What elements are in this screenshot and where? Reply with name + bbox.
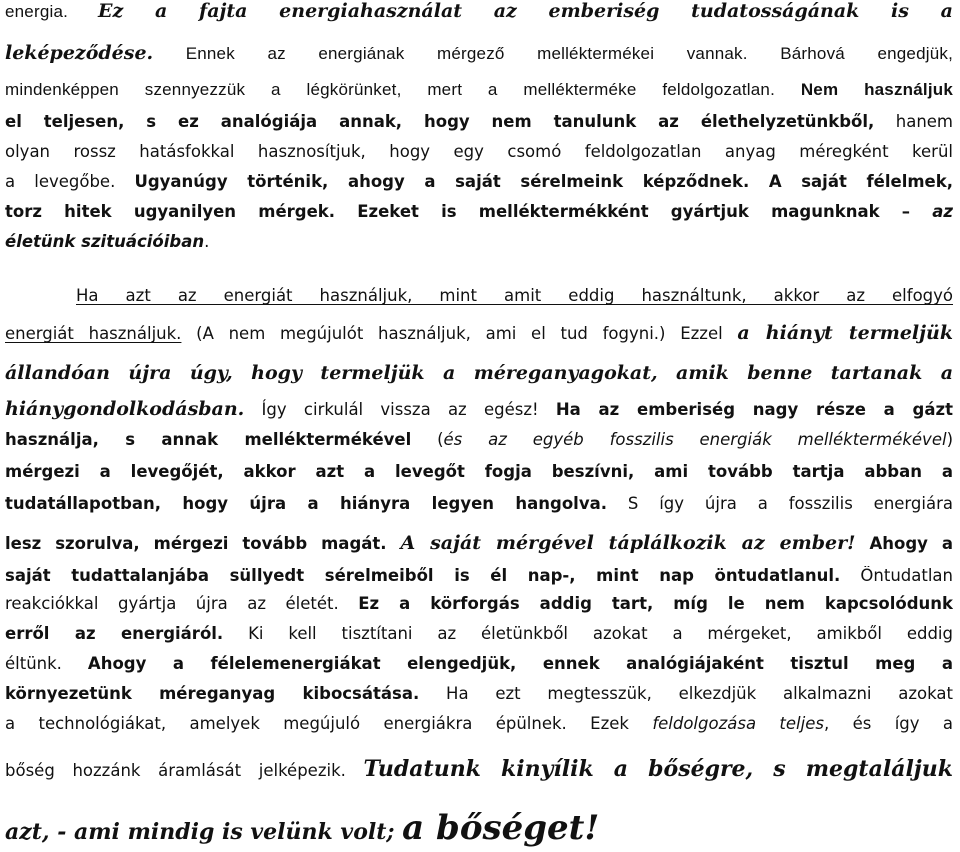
bold-italic-run: az	[932, 202, 953, 221]
bold-run: Ez a körforgás addig tart, míg le nem kapcsolódunk	[358, 594, 953, 613]
text-run: Öntudatlan	[840, 566, 953, 585]
emphasis-run: Ez a fajta energiahasználat az emberiség tudatosságának is a	[98, 0, 953, 22]
text-line	[5, 142, 953, 162]
bold-run: torz hitek ugyanilyen mérgek. Ezeket is melléktermékként gyártjuk magunknak –	[5, 202, 933, 221]
text-line	[5, 756, 953, 782]
text-line	[5, 684, 953, 704]
bold-run: Ugyanúgy történik, ahogy a saját sérelmeink képződnek. A saját félelmek,	[134, 172, 953, 191]
italic-run: feldolgozása teljes	[652, 714, 824, 733]
emphasis-run: Tudatunk kinyílik a bőségre, s megtaláljuk	[363, 756, 953, 782]
italic-run: és az egyéb fosszilis energiák melléktermékével	[443, 430, 947, 449]
text-line	[5, 532, 953, 554]
text-line	[5, 654, 953, 674]
text-line	[5, 172, 953, 192]
text-line	[5, 202, 953, 222]
text-line	[5, 322, 953, 344]
emphasis-run: hiánygondolkodásban.	[5, 398, 245, 420]
text-line	[5, 0, 953, 22]
text-line	[76, 286, 953, 306]
emphasis-run: A saját mérgével táplálkozik az ember!	[400, 532, 856, 554]
text-run: Így cirkulál vissza az egész!	[244, 400, 556, 419]
bold-run: Nem használjuk	[800, 80, 953, 99]
bold-run: használja, s annak melléktermékével	[5, 430, 412, 449]
bold-italic-run: életünk szituációiban	[5, 232, 205, 251]
text-line	[5, 430, 953, 450]
bold-run: saját tudattalanjába süllyedt sérelmeiből is él nap-, mint nap öntudatlanul.	[5, 566, 841, 585]
text-run: S így újra a fosszilis energiára	[606, 494, 953, 513]
underlined-run: energiát használjuk.	[5, 324, 182, 343]
emphasis-run: leképeződése.	[5, 42, 154, 64]
text-run: a levegőbe.	[5, 172, 135, 191]
text-line	[5, 462, 953, 482]
text-line	[5, 80, 953, 100]
text-run: )	[946, 430, 953, 449]
bold-run: tudatállapotban, hogy újra a hiányra legyen hangolva.	[5, 494, 607, 513]
text-line	[5, 594, 953, 614]
bold-run: Ahogy a félelemenergiákat elengedjük, ennek analógiájaként tisztul meg a	[87, 654, 953, 673]
text-run: (	[411, 430, 444, 449]
text-run: mindenképpen szennyezzük a légkörünket, mert a mellékterméke feldolgozatlan.	[5, 80, 801, 99]
text-run: éltünk.	[5, 654, 88, 673]
text-line	[5, 808, 953, 848]
underlined-run: Ha azt az energiát használjuk, mint amit eddig használtunk, akkor az elfogyó	[76, 286, 953, 305]
text-line	[5, 42, 953, 64]
emphasis-run: azt, - ami mindig is velünk volt;	[5, 819, 403, 845]
text-run: hanem	[874, 112, 953, 131]
text-line	[5, 232, 953, 252]
text-line	[5, 494, 953, 514]
bold-run: lesz szorulva, mérgezi tovább magát.	[5, 534, 401, 553]
text-run: energia.	[5, 2, 99, 21]
text-run: (A nem megújulót használjuk, ami el tud fogyni.) Ezzel	[181, 324, 738, 343]
text-run: a technológiákat, amelyek megújuló energiákra épülnek. Ezek	[5, 714, 653, 733]
closing-emphasis: a bőséget!	[402, 808, 600, 848]
bold-run: környezetünk méreganyag kibocsátása.	[5, 684, 420, 703]
bold-run: mérgezi a levegőjét, akkor azt a levegőt fogja beszívni, ami tovább tartja abban a	[5, 462, 953, 481]
text-run: , és így a	[823, 714, 953, 733]
text-run: Ha ezt megtesszük, elkezdjük alkalmazni azokat	[419, 684, 953, 703]
text-run: olyan rossz hatásfokkal hasznosítjuk, hogy egy csomó feldolgozatlan anyag méregként kerül	[5, 142, 953, 161]
text-run: Ki kell tisztítani az életünkből azokat a mérgeket, amikből eddig	[223, 624, 953, 643]
emphasis-run: a hiányt termeljük	[737, 322, 953, 344]
text-line	[5, 566, 953, 586]
text-line	[5, 362, 953, 384]
text-run: bőség hozzánk áramlását jelképezik.	[5, 761, 364, 780]
text-run: Ennek az energiának mérgező melléktermékei vannak. Bárhová engedjük,	[153, 44, 953, 63]
bold-run: Ha az emberiség nagy része a gázt	[555, 400, 953, 419]
bold-run: Ahogy a	[855, 534, 953, 553]
text-line	[5, 398, 953, 420]
text-line	[5, 714, 953, 734]
emphasis-run: állandóan újra úgy, hogy termeljük a méreganyagokat, amik benne tartanak a	[5, 362, 953, 384]
text-line	[5, 624, 953, 644]
text-run: reakciókkal gyártja újra az életét.	[5, 594, 359, 613]
text-line	[5, 112, 953, 132]
bold-run: erről az energiáról.	[5, 624, 224, 643]
bold-run: el teljesen, s ez analógiája annak, hogy nem tanulunk az élethelyzetünkből,	[5, 112, 875, 131]
text-run: .	[204, 232, 210, 251]
